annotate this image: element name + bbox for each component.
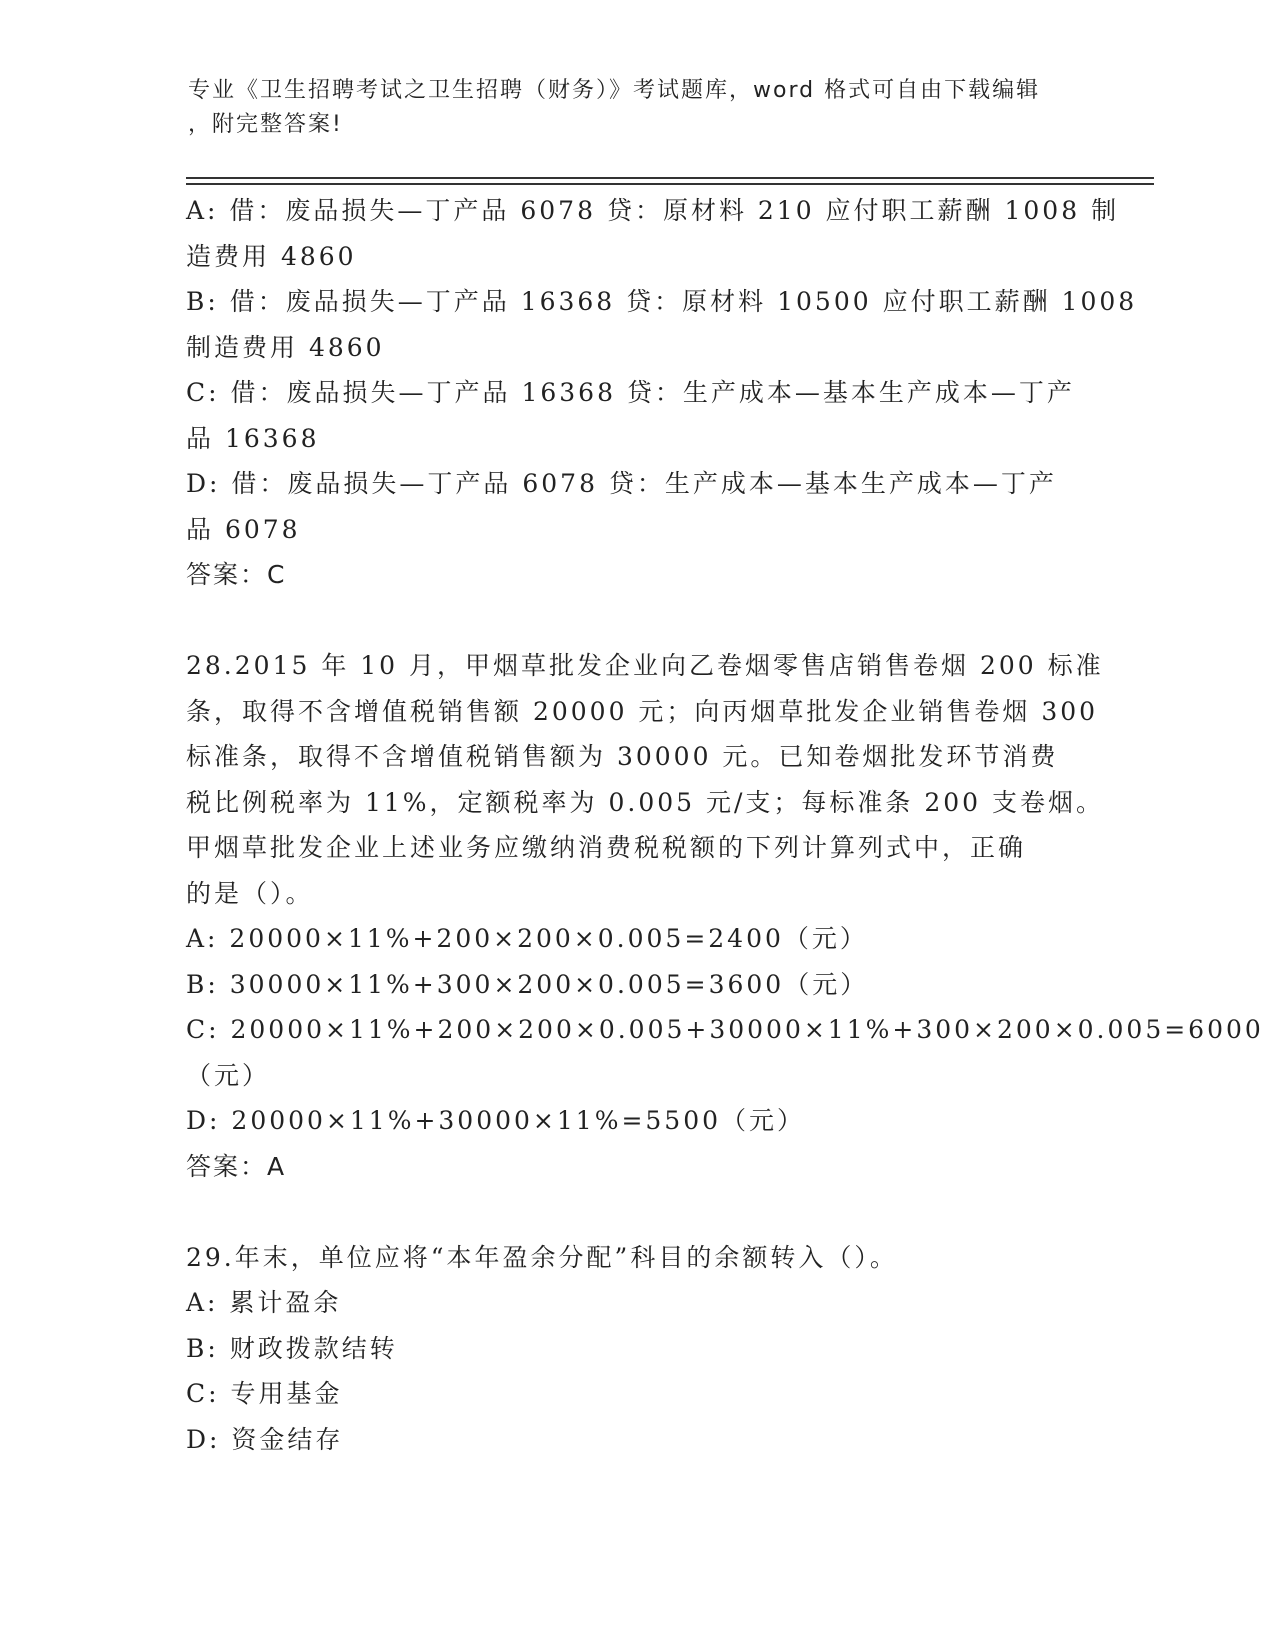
page-header [188,74,1088,142]
q27-option-c-line-1: C: 借：废品损失—丁产品 16368 贷：生产成本—基本生产成本—丁产 [186,378,1075,407]
question-29 [186,1235,1086,1463]
q29-option-c: C: 专用基金 [186,1379,343,1408]
q27-answer: 答案：C [186,560,287,589]
q28-stem-line-2: 条，取得不含增值税销售额 20000 元；向丙烟草批发企业销售卷烟 300 [186,696,1099,726]
header-rule-top [186,177,1154,179]
q29-option-d: D: 资金结存 [186,1424,344,1454]
q27-option-b-line-2: 制造费用 4860 [186,332,385,362]
q28-stem-line-6: 的是（）。 [186,878,314,908]
q29-option-b: B: 财政拨款结转 [186,1333,398,1363]
q28-stem-line-4: 税比例税率为 11%，定额税率为 0.005 元/支；每标准条 200 支卷烟。 [186,787,1105,817]
q27-option-c-line-2: 品 16368 [186,423,320,453]
q28-stem-line-1: 28.2015 年 10 月，甲烟草批发企业向乙卷烟零售店销售卷烟 200 标准 [186,651,1104,680]
header-rule-bottom [186,183,1154,185]
q27-option-a-line-2: 造费用 4860 [186,241,357,271]
spacer [186,598,1086,644]
q28-option-a: A: 20000×11%+200×200×0.005=2400（元） [186,924,868,953]
q27-option-d-line-1: D: 借：废品损失—丁产品 6078 贷：生产成本—基本生产成本—丁产 [186,469,1057,498]
question-27 [186,188,1138,598]
q28-answer: 答案：A [186,1151,287,1181]
q28-option-c-line-2: （元） [186,1060,271,1090]
q28-option-d: D: 20000×11%+30000×11%=5500（元） [186,1106,806,1135]
header-line-1: 专业《卫生招聘考试之卫生招聘（财务）》考试题库，word 格式可自由下载编辑 [188,78,1041,103]
question-28 [186,643,1264,1189]
spacer [186,1189,1086,1235]
q27-option-b-line-1: B: 借：废品损失—丁产品 16368 贷：原材料 10500 应付职工薪酬 1008 [186,287,1138,316]
question-content [186,188,1264,1462]
q28-option-c-line-1: C: 20000×11%+200×200×0.005+30000×11%+300×200×0.005=6000 [186,1015,1264,1044]
q28-option-b: B: 30000×11%+300×200×0.005=3600（元） [186,969,869,999]
q29-stem: 29.年末，单位应将“本年盈余分配”科目的余额转入（）。 [186,1242,898,1272]
q27-option-d-line-2: 品 6078 [186,514,301,544]
q28-stem-line-3: 标准条，取得不含增值税销售额为 30000 元。已知卷烟批发环节消费 [186,742,1059,771]
q27-option-a-line-1: A: 借：废品损失—丁产品 6078 贷：原材料 210 应付职工薪酬 1008 制 [186,196,1120,225]
q28-stem-line-5: 甲烟草批发企业上述业务应缴纳消费税税额的下列计算列式中，正确 [186,833,1027,862]
header-line-2: ，附完整答案! [188,112,343,137]
q29-option-a: A: 累计盈余 [186,1288,342,1317]
